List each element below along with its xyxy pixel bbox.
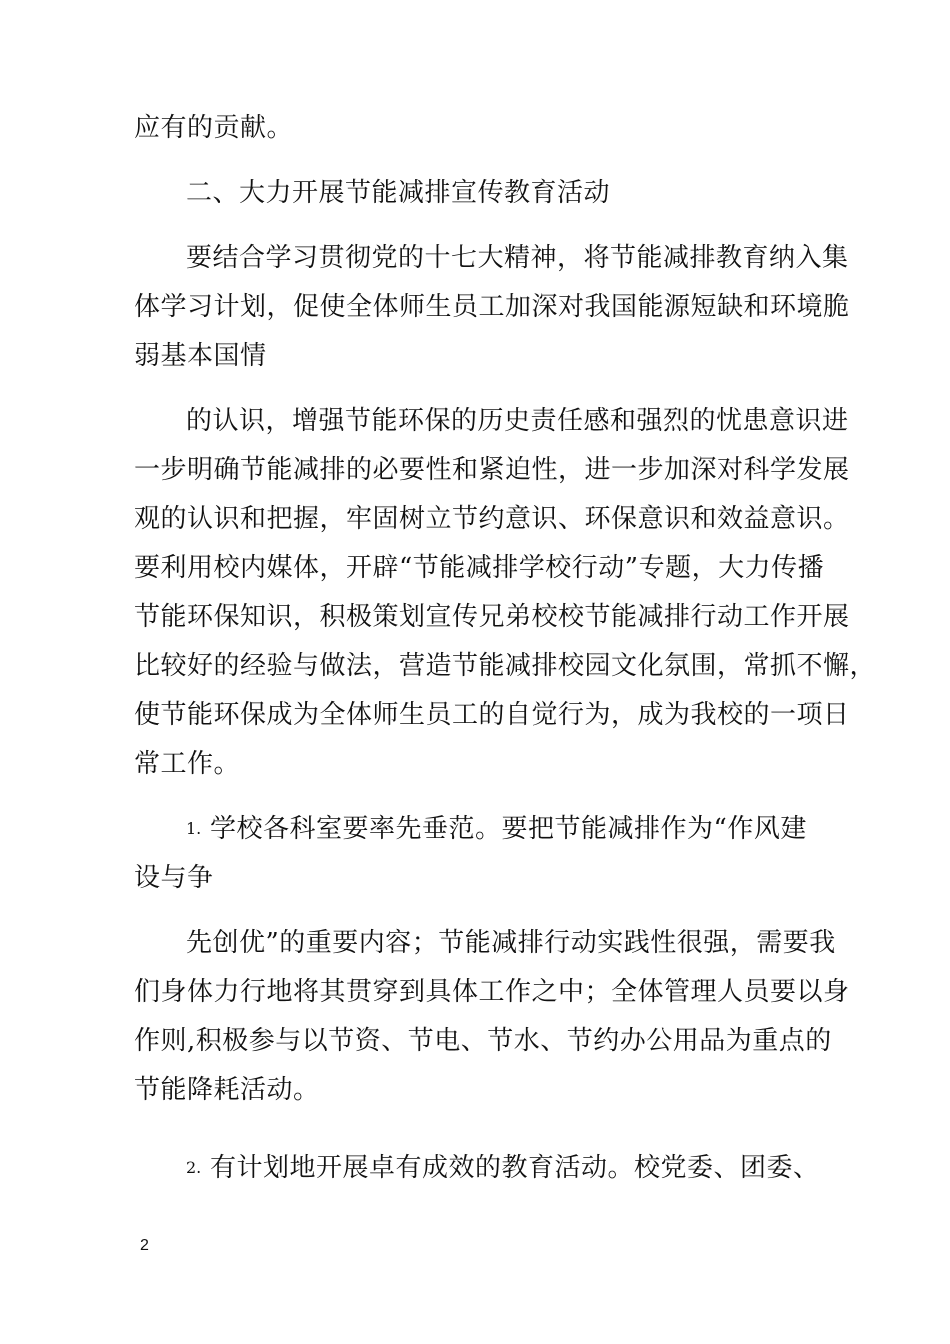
- item-number: 2.: [186, 1158, 202, 1177]
- text-line: 一步明确节能减排的必要性和紧迫性，进一步加深对科学发展: [134, 455, 850, 485]
- text-line: 要利用校内媒体，开辟“节能减排学校行动”专题，大力传播: [134, 553, 825, 583]
- text-line: 节能降耗活动。: [134, 1075, 320, 1105]
- text-line: 的认识，增强节能环保的历史责任感和强烈的忧患意识进: [186, 406, 849, 436]
- list-item: [186, 1153, 820, 1183]
- item-number: 1.: [186, 819, 202, 838]
- text-line: 节能环保知识，积极策划宣传兄弟校校节能减排行动工作开展: [134, 602, 850, 632]
- text-line: 要结合学习贯彻党的十七大精神，将节能减排教育纳入集: [186, 243, 849, 273]
- text-line: 设与争: [134, 863, 214, 893]
- text-line: 使节能环保成为全体师生员工的自觉行为，成为我校的一项日: [134, 700, 850, 730]
- text-line: 们身体力行地将其贯穿到具体工作之中；全体管理人员要以身: [134, 977, 850, 1007]
- text-line: 观的认识和把握，牢固树立节约意识、环保意识和效益意识。: [134, 504, 850, 534]
- text-line: 先创优”的重要内容；节能减排行动实践性很强，需要我: [186, 928, 836, 958]
- page-number: 2: [140, 1237, 149, 1254]
- list-item-text: 学校各科室要率先垂范。要把节能减排作为“作风建: [210, 814, 807, 844]
- text-line: 应有的贡献。: [134, 113, 294, 143]
- text-line: 比较好的经验与做法，营造节能减排校园文化氛围，常抓不懈，: [134, 651, 877, 681]
- list-item: [186, 814, 807, 844]
- text-line: 常工作。: [134, 749, 241, 779]
- text-line: 体学习计划，促使全体师生员工加深对我国能源短缺和环境脆: [134, 292, 850, 322]
- section-heading: 二、大力开展节能减排宣传教育活动: [186, 178, 611, 208]
- text-line: 弱基本国情: [134, 341, 267, 371]
- text-line: 作则,积极参与以节资、节电、节水、节约办公用品为重点的: [134, 1026, 832, 1056]
- list-item-text: 有计划地开展卓有成效的教育活动。校党委、团委、: [210, 1153, 820, 1183]
